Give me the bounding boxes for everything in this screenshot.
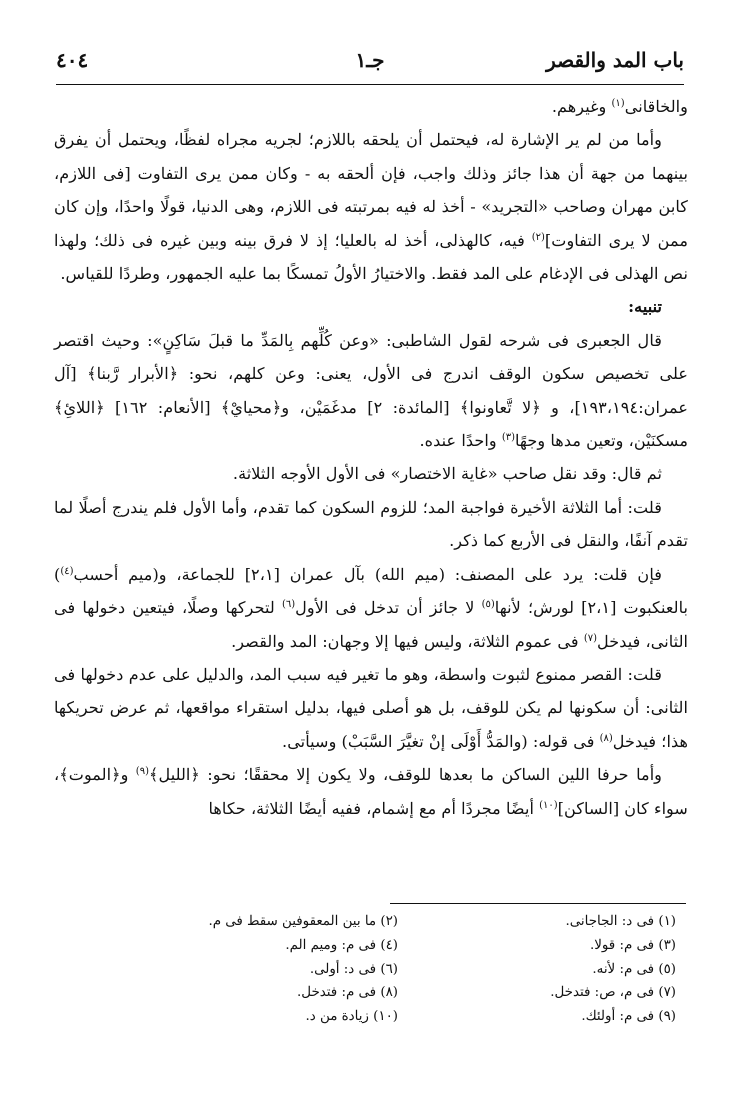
paragraph-5: قلت: أما الثلاثة الأخيرة فواجبة المد؛ للزوم السكون كما تقدم، وأما الأول فلم يندرج أصلًا لما تقدم آنفًا، والنقل فى الأربع كما ذكر. [54, 497, 688, 551]
header-rule [56, 84, 684, 85]
paragraph-4: ثم قال: وقد نقل صاحب «غاية الاختصار» فى الأول الأوجه الثلاثة. [232, 464, 662, 484]
footnote: (٨) فى م: فتدخل. [297, 985, 398, 1001]
footnote: (١٠) زيادة من د. [305, 1009, 398, 1025]
footnote: (٢) ما بين المعقوفين سقط فى م. [208, 914, 398, 929]
paragraph-8: وأما حرفا اللين الساكن ما بعدها للوقف، ولا يكون إلا محققًا؛ نحو: ﴿الليل﴾$^{(٩)}$ و﴿الموت﴾، سواء كان [الساكن]$^{(١٠)}$ أيضًا مجردًا أم مع إشمام، ففيه أيضًا الثلاثة، حكاها [54, 765, 688, 818]
footnotes [150, 910, 676, 1029]
paragraph-1: والخاقانى$^{(١)}$ وغيرهم. [551, 97, 688, 116]
footnote: (٤) فى م: وميم الم. [285, 937, 398, 953]
main-text [54, 90, 688, 825]
footnote: (٧) فى م، ص: فتدخل. [550, 985, 676, 1001]
paragraph-7: قلت: القصر ممنوع لثبوت واسطة، وهو ما تغير فيه سبب المد، والدليل على عدم دخولها فى الثانى: أن سكونها لم يكن للوقف، بل هو أصلى فيها، بدليل استقراء مواقعها، ثم عرض تحريكها هذا؛ فيدخل$^{(٨)}$ فى قوله: (والمَدُّ أَوْلَى إنْ تغيَّرَ السَّبَبْ) وسيأتى. [54, 664, 688, 751]
footnote: (٣) فى م: قولا. [589, 937, 676, 953]
footnote: (١) فى د: الجاجانى. [565, 914, 676, 929]
page-number: ٤٠٤ [56, 48, 89, 72]
footnote: (٩) فى م: أولئك. [581, 1009, 676, 1025]
running-header [56, 44, 684, 80]
section-heading: تنبيه: [628, 297, 662, 317]
paragraph-6: فإن قلت: يرد على المصنف: (ميم الله) بآل عمران [٢،١] للجماعة، و(ميم أحسب$^{(٤)}$) بالعنكبوت [٢،١] لورش؛ لأنها$^{(٥)}$ لا جائز أن تدخل فى الأول$^{(٦)}$ لتحركها وصلًا، فيتعين دخولها فى الثانى، فيدخل$^{(٧)}$ فى عموم الثلاثة، وليس فيها إلا وجهان: المد والقصر. [54, 564, 689, 651]
footnote: (٦) فى د: أولى. [309, 961, 398, 977]
paragraph-3: قال الجعبرى فى شرحه لقول الشاطبى: «وعن كُلِّهم بِالمَدِّ ما قبلَ سَاكِنٍ»: وحيث اقتصر على تخصيص سكون الوقف اندرج فى الأول، يعنى: وعن كلهم، نحو: ﴿الأبرار رَّبنا﴾ [آل عمران:١٩٣،١٩٤]، و ﴿لا تَّعاونوا﴾ [المائدة: ٢] مدغَمَيْن، و﴿محيايْ﴾ [الأنعام: ١٦٢] ﴿اللائِ﴾ مسكنَيْن، وتعين مدها وجهًا$^{(٣)}$ واحدًا عنده. [54, 330, 688, 451]
chapter-title: باب المد والقصر [546, 48, 684, 72]
paragraph-2: وأما من لم ير الإشارة له، فيحتمل أن يلحقه باللازم؛ لجريه مجراه لفظًا، ويحتمل أن يفرق بينهما من جهة أن هذا جائز وذلك واجب، فإن ألحقه به - وكان ممن يرى التفاوت [فى اللازم، كابن مهران وصاحب «التجريد» - أخذ له فيه بمرتبته فى اللازم، وهى الدنيا، قولًا واحدًا، وإن كان ممن لا يرى التفاوت]$^{(٢)}$ فيه، كالهذلى، أخذ له بالعليا؛ إذ لا فرق بينه وبين غيره فى ذلك؛ ولهذا نص الهذلى فى الإدغام على المد فقط. والاختيارُ الأولُ تمسكًا بما عليه الجمهور، وطردًا للقياس. [54, 130, 688, 284]
footnote: (٥) فى م: لأنه. [592, 961, 676, 977]
volume-label: جـ١ [355, 48, 385, 72]
footnote-rule [390, 903, 686, 904]
